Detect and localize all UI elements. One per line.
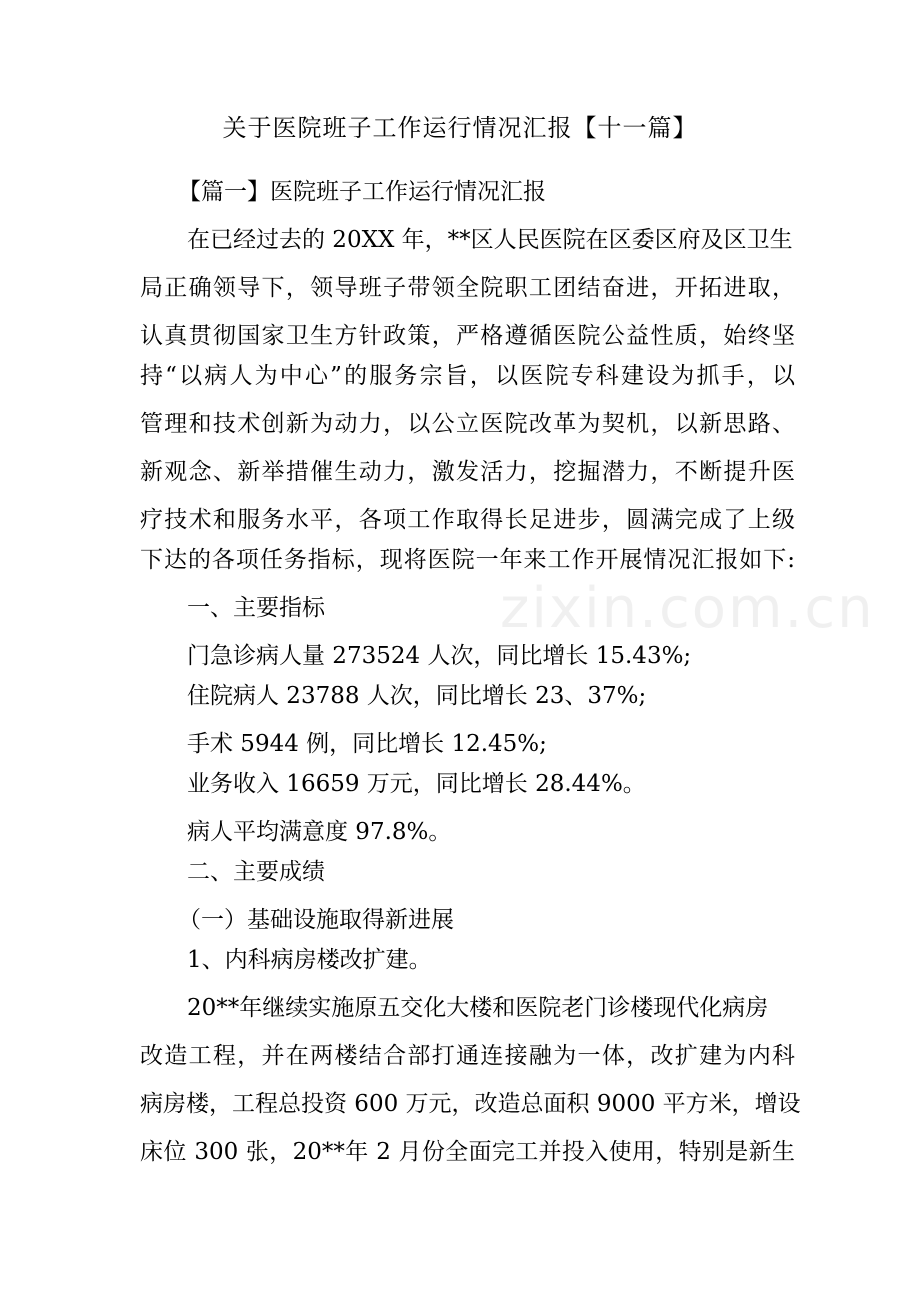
section-heading: 【篇一】医院班子工作运行情况汇报 [178,179,546,205]
item1-line: 病房楼，工程总投资 600 万元，改造总面积 9000 平方米，增设 [140,1091,801,1117]
item1-line: 改造工程，并在两楼结合部打通连接融为一体，改扩建为内科 [140,1043,795,1069]
intro-line: 管理和技术创新为动力，以公立医院改革为契机，以新思路、 [140,411,795,437]
indicator-line: 门急诊病人量 273524 人次，同比增长 15.43%; [187,643,692,669]
section1-heading: 一、主要指标 [187,595,325,621]
intro-line: 新观念、新举措催生动力，激发活力，挖掘潜力，不断提升医 [140,459,795,485]
indicator-line: 手术 5944 例，同比增长 12.45%; [187,731,547,757]
intro-line: 下达的各项任务指标，现将医院一年来工作开展情况汇报如下: [140,547,795,573]
intro-line: 疗技术和服务水平，各项工作取得长足进步，圆满完成了上级 [140,507,795,533]
intro-line: 认真贯彻国家卫生方针政策，严格遵循医院公益性质，始终坚 [140,323,795,349]
document-title: 关于医院班子工作运行情况汇报【十一篇】 [222,114,698,142]
section2-heading: 二、主要成绩 [187,859,325,885]
item1-line: 床位 300 张，20**年 2 月份全面完工并投入使用，特别是新生 [140,1139,795,1165]
indicator-line: 业务收入 16659 万元，同比增长 28.44%。 [187,771,646,797]
intro-line: 持“以病人为中心”的服务宗旨，以医院专科建设为抓手，以 [140,363,795,389]
watermark: zixin.com.cn [500,576,875,641]
indicator-line: 病人平均满意度 97.8%。 [187,819,452,845]
item1-heading: 1、内科病房楼改扩建。 [187,947,432,973]
item1-line: 20**年继续实施原五交化大楼和医院老门诊楼现代化病房 [187,995,769,1021]
intro-line: 局正确领导下，领导班子带领全院职工团结奋进，开拓进取， [140,275,795,301]
indicator-line: 住院病人 23788 人次，同比增长 23、37%; [187,683,647,709]
intro-line: 在已经过去的 20XX 年，**区人民医院在区委区府及区卫生 [187,227,793,253]
subsection1-heading: （一）基础设施取得新进展 [178,907,454,933]
